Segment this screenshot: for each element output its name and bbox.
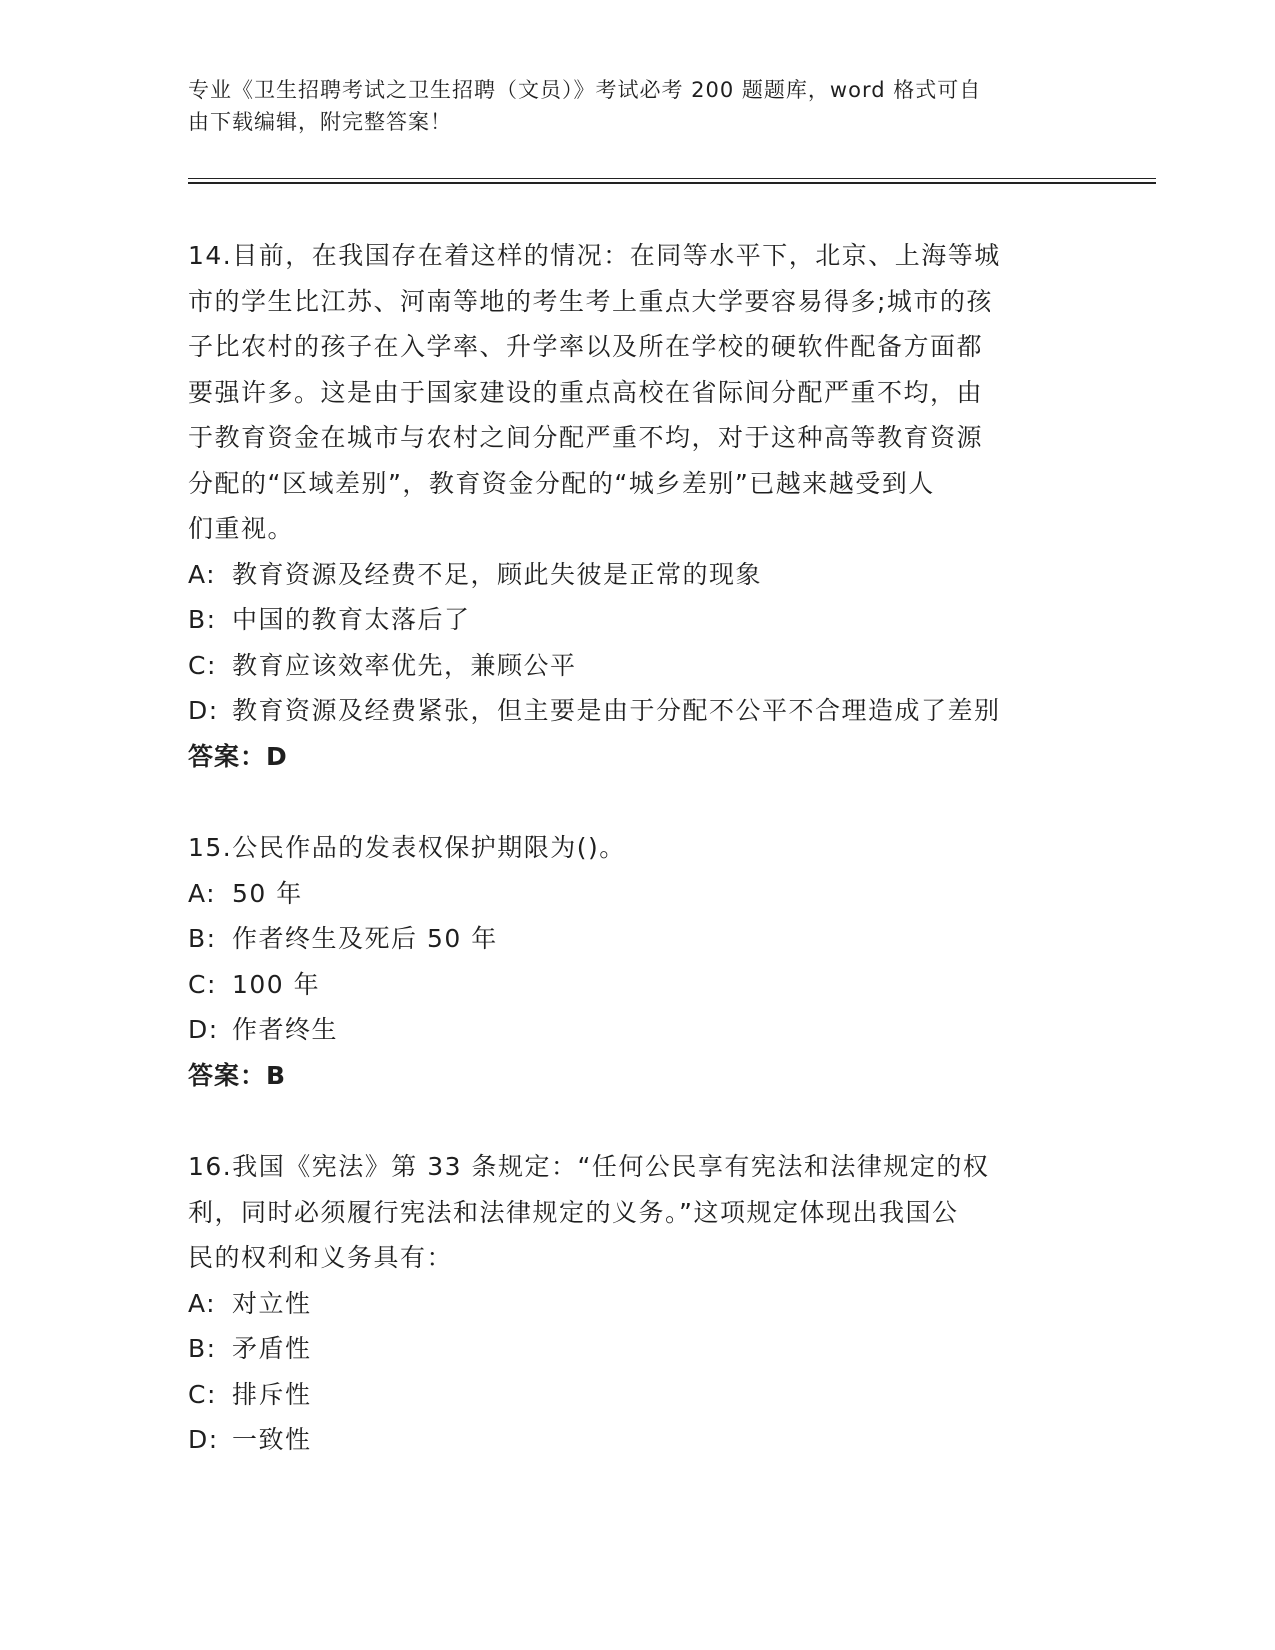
option-c bbox=[188, 1372, 1088, 1418]
question-stem-line: 民的权利和义务具有： bbox=[188, 1243, 454, 1272]
option-text: 矛盾性 bbox=[232, 1334, 312, 1363]
option-text: 作者终生及死后 50 年 bbox=[232, 924, 498, 953]
option-letter: B: bbox=[188, 924, 217, 953]
option-letter: C: bbox=[188, 650, 217, 680]
answer-label: 答案：B bbox=[188, 1060, 287, 1090]
question-stem-line: 们重视。 bbox=[188, 514, 295, 543]
question-14 bbox=[188, 233, 1088, 779]
option-letter: D: bbox=[188, 1015, 219, 1044]
option-text: 作者终生 bbox=[232, 1015, 339, 1044]
question-16 bbox=[188, 1144, 1088, 1463]
question-stem-line: 14.目前，在我国存在着这样的情况：在同等水平下，北京、上海等城 bbox=[188, 241, 1001, 270]
option-text: 教育资源及经费紧张，但主要是由于分配不公平不合理造成了差别 bbox=[232, 696, 1001, 725]
option-b bbox=[188, 597, 1088, 643]
document-header bbox=[188, 74, 1068, 138]
question-stem-line: 15.公民作品的发表权保护期限为()。 bbox=[188, 833, 626, 862]
option-text: 50 年 bbox=[232, 878, 303, 908]
option-text: 中国的教育太落后了 bbox=[232, 605, 471, 634]
option-letter: A: bbox=[188, 878, 217, 908]
option-a bbox=[188, 871, 1088, 917]
option-text: 排斥性 bbox=[232, 1379, 312, 1409]
option-d bbox=[188, 1007, 1088, 1053]
option-letter: B: bbox=[188, 1334, 217, 1363]
option-text: 教育资源及经费不足，顾此失彼是正常的现象 bbox=[232, 559, 763, 589]
option-text: 对立性 bbox=[232, 1288, 312, 1318]
question-stem-line: 分配的“区域差别”，教育资金分配的“城乡差别”已越来越受到人 bbox=[188, 468, 935, 498]
option-b bbox=[188, 916, 1088, 962]
option-letter: A: bbox=[188, 1288, 217, 1318]
option-a bbox=[188, 1281, 1088, 1327]
question-stem-line: 市的学生比江苏、河南等地的考生考上重点大学要容易得多;城市的孩 bbox=[188, 286, 993, 316]
option-c bbox=[188, 962, 1088, 1008]
question-stem-line: 要强许多。这是由于国家建设的重点高校在省际间分配严重不均，由 bbox=[188, 377, 984, 407]
option-letter: B: bbox=[188, 605, 217, 634]
option-text: 教育应该效率优先，兼顾公平 bbox=[232, 650, 577, 680]
question-15 bbox=[188, 825, 1088, 1098]
header-line-2: 由下载编辑，附完整答案！ bbox=[188, 110, 452, 134]
option-text: 100 年 bbox=[232, 969, 321, 999]
question-stem-line: 子比农村的孩子在入学率、升学率以及所在学校的硬软件配备方面都 bbox=[188, 332, 984, 361]
question-stem-line: 于教育资金在城市与农村之间分配严重不均，对于这种高等教育资源 bbox=[188, 423, 984, 452]
option-text: 一致性 bbox=[232, 1425, 312, 1454]
option-b bbox=[188, 1326, 1088, 1372]
header-divider-thin bbox=[188, 178, 1156, 179]
option-letter: D: bbox=[188, 696, 219, 725]
question-stem-line: 16.我国《宪法》第 33 条规定：“任何公民享有宪法和法律规定的权 bbox=[188, 1152, 990, 1181]
option-d bbox=[188, 688, 1088, 734]
option-d bbox=[188, 1417, 1088, 1463]
option-letter: C: bbox=[188, 1379, 217, 1409]
header-divider-thick bbox=[188, 182, 1156, 184]
option-c bbox=[188, 643, 1088, 689]
answer-label: 答案：D bbox=[188, 741, 288, 771]
option-a bbox=[188, 552, 1088, 598]
question-stem-line: 利，同时必须履行宪法和法律规定的义务。”这项规定体现出我国公 bbox=[188, 1197, 959, 1227]
header-line-1: 专业《卫生招聘考试之卫生招聘（文员）》考试必考 200 题题库，word 格式可自 bbox=[188, 78, 982, 102]
option-letter: C: bbox=[188, 969, 217, 999]
option-letter: D: bbox=[188, 1425, 219, 1454]
option-letter: A: bbox=[188, 559, 217, 589]
